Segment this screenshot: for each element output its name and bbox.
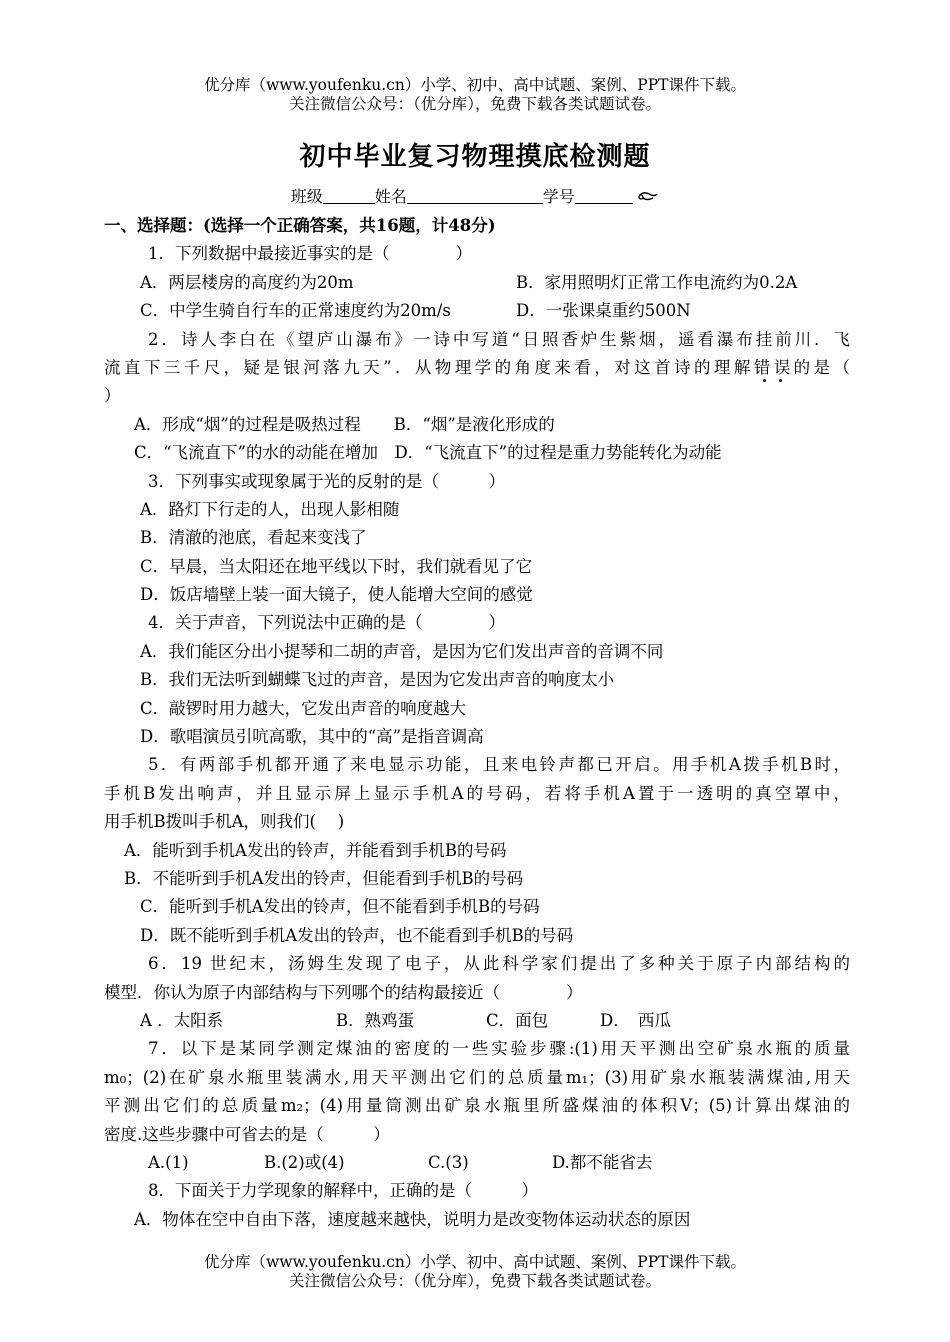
- footer-line-1: 优分库（www.youfenku.cn）小学、初中、高中试题、案例、PPT课件下载。: [203, 1253, 747, 1271]
- question-2-line-3: ）: [104, 386, 121, 406]
- q4-option-a: A．我们能区分出小提琴和二胡的声音，是因为它们发出声音的音调不同: [140, 641, 664, 661]
- question-7-line-1: 7．以下是某同学测定煤油的密度的一些实验步骤:(1)用天平测出空矿泉水瓶的质量: [148, 1039, 850, 1059]
- student-info-fields: [0, 184, 950, 207]
- page-title: 初中毕业复习物理摸底检测题: [299, 142, 651, 172]
- q4-option-b: B．我们无法听到蝴蝶飞过的声音，是因为它发出声音的响度太小: [140, 670, 615, 690]
- id-label: 学号: [542, 187, 575, 206]
- q1-options-ab: [104, 269, 850, 297]
- page-footer: [0, 1253, 950, 1291]
- q3-option-c: C．早晨，当太阳还在地平线以下时，我们就看见了它: [140, 556, 533, 576]
- question-2-line-1: 2．诗人李白在《望庐山瀑布》一诗中写道“日照香炉生紫烟，遥看瀑布挂前川．飞: [148, 329, 850, 349]
- question-6-line-2: 模型．你认为原子内部结构与下列哪个的结构最接近（ ）: [104, 982, 583, 1002]
- q3-option-a: A．路灯下行走的人，出现人影相随: [140, 499, 400, 519]
- q4-option-d: D．歌唱演员引吭高歌，其中的“高”是指音调高: [140, 727, 484, 747]
- question-2-line-2: [104, 354, 850, 382]
- question-4: 4．关于声音，下列说法中正确的是（ ）: [148, 613, 505, 633]
- class-label: 班级: [290, 187, 323, 206]
- id-blank[interactable]: [575, 187, 633, 204]
- name-label: 姓名: [374, 187, 407, 206]
- class-blank[interactable]: [323, 187, 375, 204]
- q3-option-b: B．清澈的池底，看起来变浅了: [140, 528, 367, 548]
- q6-option-a: A ．太阳系: [140, 1010, 224, 1030]
- question-5-line-3: 用手机B拨叫手机A，则我们( ): [104, 812, 345, 832]
- question-7-line-4: 密度.这些步骤中可省去的是（ ）: [104, 1124, 390, 1144]
- question-5-line-2: 手机B发出响声，并且显示屏上显示手机A的号码，若将手机A置于一透明的真空罩中，: [104, 783, 850, 803]
- page-header: [0, 76, 950, 114]
- exam-content: [104, 212, 850, 1234]
- q5-option-a: A．能听到手机A发出的铃声，并能看到手机B的号码: [124, 840, 507, 860]
- question-3: 3．下列事实或现象属于光的反射的是（ ）: [148, 471, 505, 491]
- footer-line-2: 关注微信公众号：（优分库），免费下载各类试题试卷。: [288, 1272, 661, 1290]
- name-blank[interactable]: [407, 187, 543, 204]
- q6-option-d: D． 西瓜: [600, 1010, 671, 1030]
- question-8: 8．下面关于力学现象的解释中，正确的是（ ）: [148, 1181, 538, 1201]
- q1-option-a: A．两层楼房的高度约为20m: [140, 272, 354, 292]
- header-line-2: 关注微信公众号：（优分库），免费下载各类试题试卷。: [288, 95, 661, 113]
- q7-option-d: D.都不能省去: [552, 1152, 653, 1172]
- paperclip-icon: [633, 190, 659, 206]
- question-5-line-1: 5．有两部手机都开通了来电显示功能，且来电铃声都已开启。用手机A拨手机B时，: [148, 755, 850, 775]
- q8-option-a: A．物体在空中自由下落，速度越来越快，说明力是改变物体运动状态的原因: [134, 1209, 691, 1229]
- question-1: 1．下列数据中最接近事实的是（ ）: [148, 244, 472, 264]
- q1-option-c: C．中学生骑自行车的正常速度约为20m/s: [140, 301, 451, 321]
- q2-options-cd: C．“飞流直下”的水的动能在增加 D．“飞流直下”的过程是重力势能转化为动能: [134, 443, 722, 463]
- q5-option-c: C．能听到手机A发出的铃声，但不能看到手机B的号码: [140, 897, 540, 917]
- q5-option-d: D．既不能听到手机A发出的铃声，也不能看到手机B的号码: [140, 925, 574, 945]
- question-2-line-2-text: 流直下三千尺，疑是银河落九天”．从物理学的角度来看，对这首诗的理解错误的是（: [104, 357, 850, 377]
- q7-options: [104, 1149, 850, 1177]
- q7-option-b: B.(2)或(4): [264, 1152, 345, 1172]
- q6-options: [104, 1007, 850, 1035]
- header-line-1: 优分库（www.youfenku.cn）小学、初中、高中试题、案例、PPT课件下载。: [203, 76, 747, 94]
- q1-option-d: D．一张课桌重约500N: [516, 301, 691, 321]
- question-7-line-3: 平测出它们的总质量m₂；(4)用量筒测出矿泉水瓶里所盛煤油的体积V；(5)计算出煤油的: [104, 1096, 850, 1116]
- q1-option-b: B．家用照明灯正常工作电流约为0.2A: [516, 272, 798, 292]
- q3-option-d: D．饭店墙壁上装一面大镜子，使人能增大空间的感觉: [140, 585, 533, 605]
- section-heading: 一、选择题：(选择一个正确答案，共16题，计48分): [104, 216, 496, 235]
- q2-options-ab: A．形成“烟”的过程是吸热过程 B．“烟”是液化形成的: [134, 414, 555, 434]
- question-7-line-2: m₀；(2)在矿泉水瓶里装满水,用天平测出它们的总质量m₁；(3)用矿泉水瓶装满煤油,用天: [104, 1067, 850, 1087]
- q7-option-c: C.(3): [428, 1152, 469, 1172]
- q1-options-cd: [104, 297, 850, 325]
- q5-option-b: B．不能听到手机A发出的铃声，但能看到手机B的号码: [124, 868, 524, 888]
- q6-option-c: C．面包: [486, 1010, 549, 1030]
- q7-option-a: A.(1): [148, 1152, 189, 1172]
- question-6-line-1: 6．19 世纪末，汤姆生发现了电子，从此科学家们提出了多种关于原子内部结构的: [148, 954, 850, 974]
- q4-option-c: C．敲锣时用力越大，它发出声音的响度越大: [140, 698, 467, 718]
- q6-option-b: B．熟鸡蛋: [336, 1010, 415, 1030]
